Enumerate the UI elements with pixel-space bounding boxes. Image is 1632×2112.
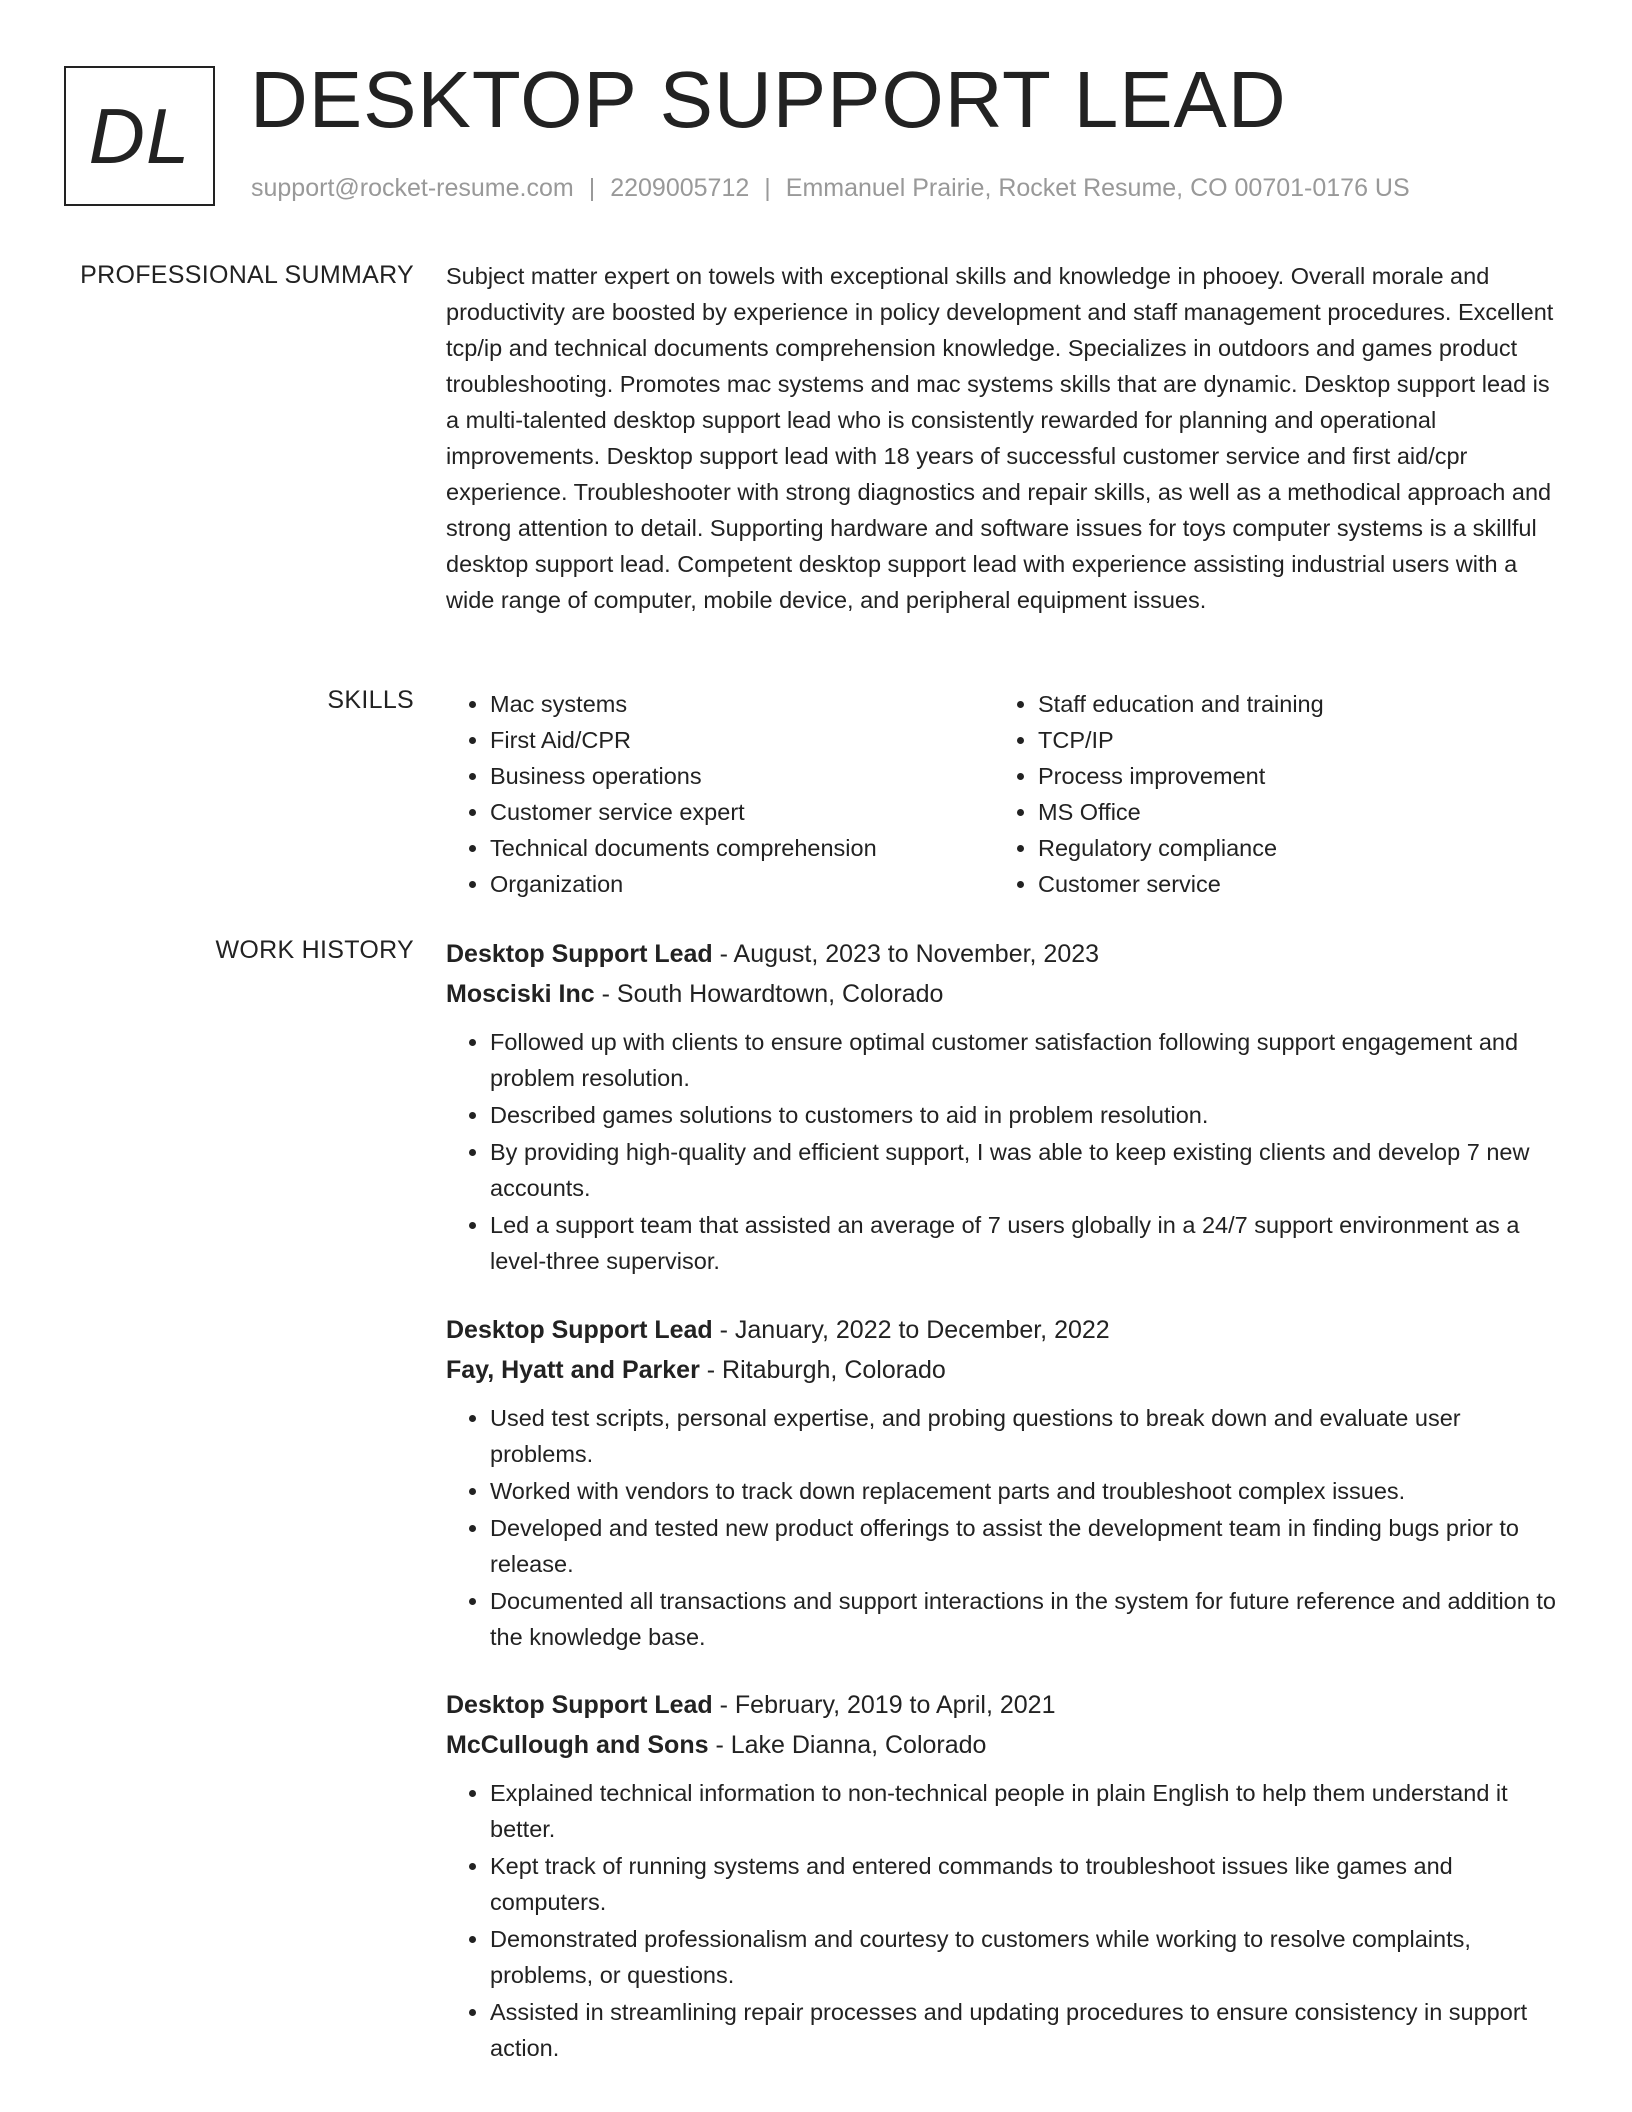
job-entry: [446, 1310, 1556, 1656]
work-history-heading: WORK HISTORY: [215, 936, 414, 964]
job-title: Desktop Support Lead: [446, 1691, 713, 1719]
skill-item: • MS Office: [1038, 794, 1542, 830]
job-title-line: [446, 1310, 1556, 1350]
job-bullet: • Described games solutions to customers to aid in problem resolution.: [490, 1097, 1556, 1133]
job-bullet: • Followed up with clients to ensure optimal customer satisfaction following support engagement and problem resolution.: [490, 1024, 1556, 1096]
skill-item: • Customer service expert: [490, 794, 994, 830]
skill-item: • Staff education and training: [1038, 686, 1542, 722]
job-bullet: • Used test scripts, personal expertise, and probing questions to break down and evaluate user problems.: [490, 1400, 1556, 1472]
initials-monogram: [64, 66, 215, 206]
contact-separator: |: [764, 174, 771, 202]
skill-item: • Business operations: [490, 758, 994, 794]
skill-item: • First Aid/CPR: [490, 722, 994, 758]
contact-phone: 2209005712: [610, 174, 750, 202]
job-location: - South Howardtown, Colorado: [594, 980, 944, 1008]
job-dates: - January, 2022 to December, 2022: [712, 1316, 1110, 1344]
job-location: - Ritaburgh, Colorado: [699, 1356, 946, 1384]
job-company: Mosciski Inc: [446, 980, 595, 1008]
job-entry: [446, 1685, 1556, 2067]
job-bullet: • By providing high-quality and efficient support, I was able to keep existing clients and develop 7 new accounts.: [490, 1134, 1556, 1206]
job-title-line: [446, 1685, 1556, 1725]
job-bullet: • Led a support team that assisted an average of 7 users globally in a 24/7 support environment as a level-three supervisor.: [490, 1207, 1556, 1279]
job-dates: - August, 2023 to November, 2023: [712, 940, 1100, 968]
contact-separator: |: [588, 174, 596, 202]
job-bullet: • Kept track of running systems and entered commands to troubleshoot issues like games and computers.: [490, 1848, 1556, 1920]
contact-address: Emmanuel Prairie, Rocket Resume, CO 00701-0176 US: [785, 174, 1410, 202]
job-title: Desktop Support Lead: [446, 940, 713, 968]
contact-line: [251, 174, 1410, 203]
initials-text: DL: [88, 91, 191, 180]
job-title: Desktop Support Lead: [446, 1316, 713, 1344]
job-company-line: [446, 1725, 1556, 1765]
summary-heading: PROFESSIONAL SUMMARY: [80, 261, 414, 289]
candidate-name: DESKTOP SUPPORT LEAD: [250, 55, 1287, 144]
job-bullet: • Documented all transactions and support interactions in the system for future reference and addition to the knowledge base.: [490, 1583, 1556, 1655]
job-bullet-list: [446, 1775, 1556, 2066]
skills-list-left: [446, 686, 994, 902]
skills-columns: [446, 686, 1556, 902]
skills-list-right: [994, 686, 1542, 902]
job-company: McCullough and Sons: [446, 1731, 709, 1759]
skill-item: • Regulatory compliance: [1038, 830, 1542, 866]
job-bullet: • Explained technical information to non-technical people in plain English to help them understand it better.: [490, 1775, 1556, 1847]
job-bullet: • Demonstrated professionalism and courtesy to customers while working to resolve complaints, problems, or questions.: [490, 1921, 1556, 1993]
job-bullet: • Worked with vendors to track down replacement parts and troubleshoot complex issues.: [490, 1473, 1556, 1509]
job-company-line: [446, 1350, 1556, 1390]
skills-heading: SKILLS: [327, 686, 414, 714]
job-bullet-list: [446, 1024, 1556, 1279]
job-title-line: [446, 934, 1556, 974]
job-dates: - February, 2019 to April, 2021: [712, 1691, 1056, 1719]
job-entry: [446, 934, 1556, 1280]
summary-text: Subject matter expert on towels with exceptional skills and knowledge in phooey. Overall morale and productivity are boosted by experience in policy development and staff management procedures. Excellent tcp/ip and technical documents comprehension knowledge. Specializes in outdoors and games product troubleshooting. Promotes mac systems and mac systems skills that are dynamic. Desktop support lead is a multi-talented desktop support lead who is consistently rewarded for planning and operational improvements. Desktop support lead with 18 years of successful customer service and first aid/cpr experience. Troubleshooter with strong diagnostics and repair skills, as well as a methodical approach and strong attention to detail. Supporting hardware and software issues for toys computer systems is a skillful desktop support lead. Competent desktop support lead with experience assisting industrial users with a wide range of computer, mobile device, and peripheral equipment issues.: [446, 263, 1554, 613]
skills-body: [446, 686, 1556, 902]
skill-item: • Customer service: [1038, 866, 1542, 902]
job-company-line: [446, 974, 1556, 1014]
job-bullet: • Developed and tested new product offerings to assist the development team in finding bugs prior to release.: [490, 1510, 1556, 1582]
skill-item: • Technical documents comprehension: [490, 830, 994, 866]
job-location: - Lake Dianna, Colorado: [708, 1731, 987, 1759]
contact-email: support@rocket-resume.com: [251, 174, 574, 202]
skill-item: • Process improvement: [1038, 758, 1542, 794]
skill-item: • Mac systems: [490, 686, 994, 722]
job-bullet-list: [446, 1400, 1556, 1655]
skill-item: • TCP/IP: [1038, 722, 1542, 758]
summary-body: [446, 258, 1556, 618]
job-company: Fay, Hyatt and Parker: [446, 1356, 700, 1384]
skill-item: • Organization: [490, 866, 994, 902]
job-bullet: • Assisted in streamlining repair processes and updating procedures to ensure consistency in support action.: [490, 1994, 1556, 2066]
